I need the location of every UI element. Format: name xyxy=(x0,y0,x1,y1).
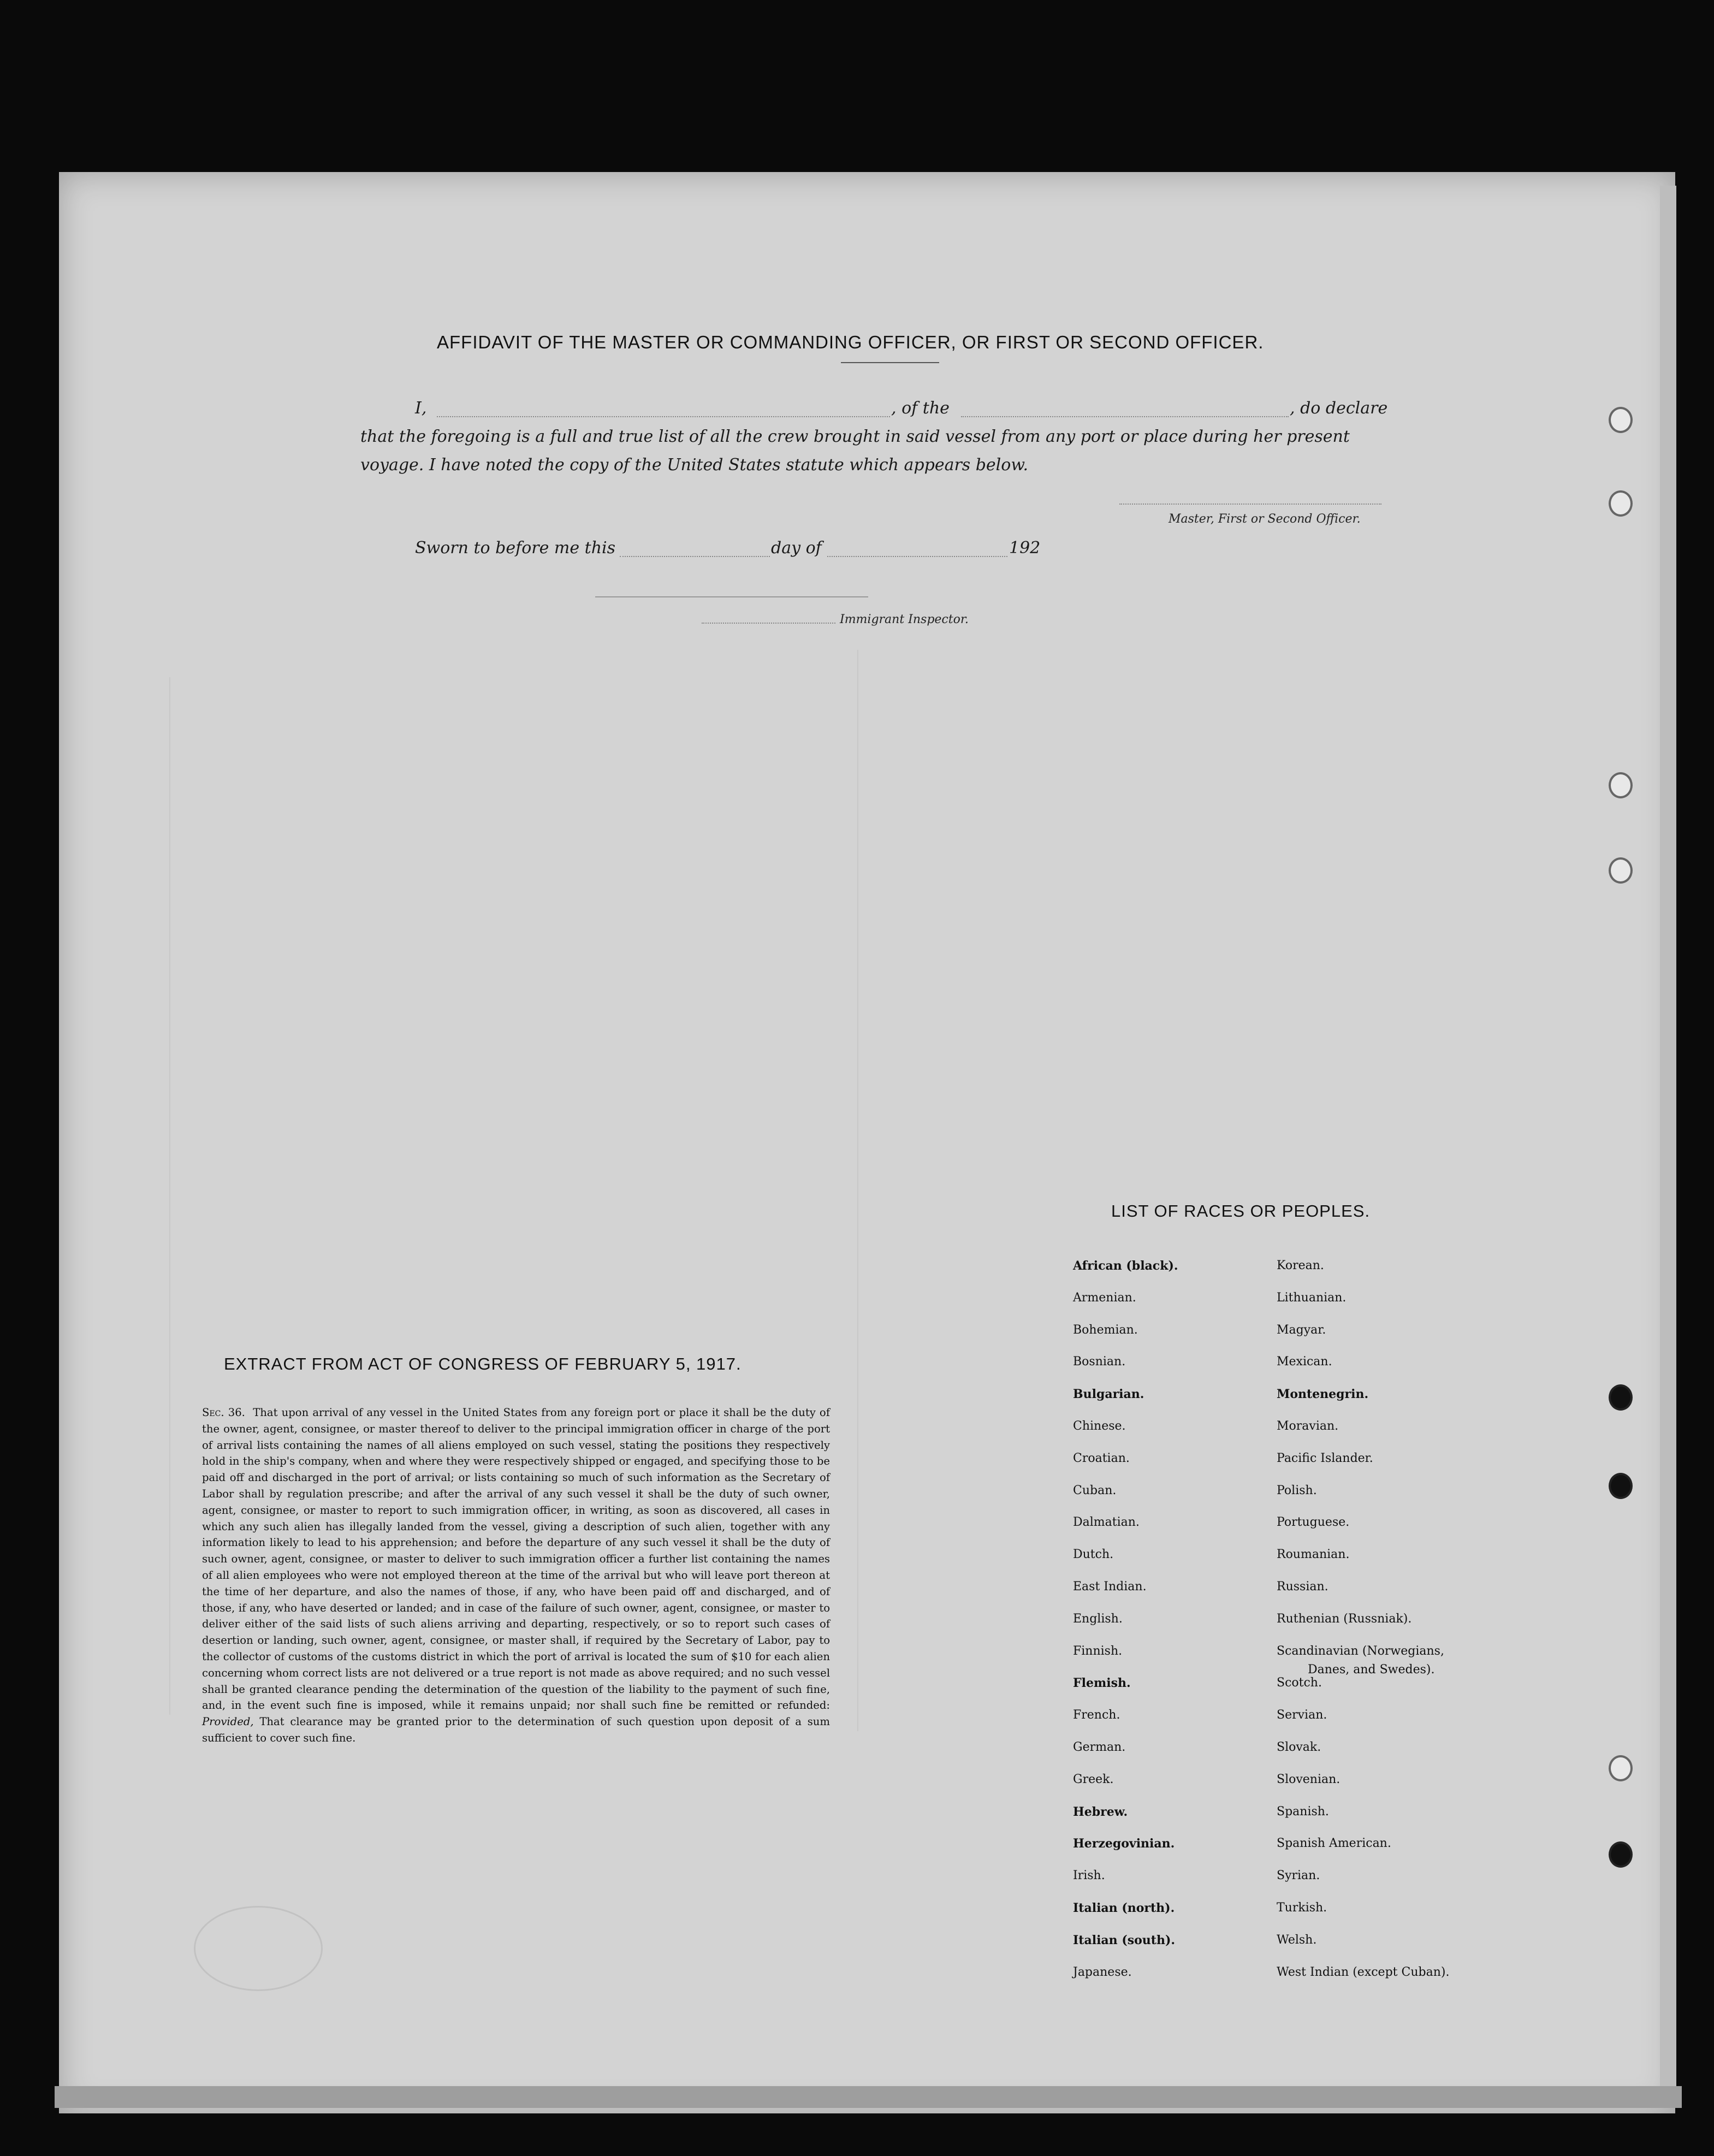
race-item: Italian (north). xyxy=(1073,1901,1175,1915)
race-item: Croatian. xyxy=(1073,1451,1130,1465)
race-item: Spanish American. xyxy=(1277,1837,1391,1851)
affidavit-do-declare: , do declare xyxy=(1290,399,1388,418)
race-item: English. xyxy=(1073,1612,1123,1626)
affidavit-title: AFFIDAVIT OF THE MASTER OR COMMANDING OFFICER, OR FIRST OR SECOND OFFICER. xyxy=(437,332,1264,352)
stamp-seal xyxy=(194,1906,323,1991)
race-item: Herzegovinian. xyxy=(1073,1837,1175,1851)
races-title: LIST OF RACES OR PEOPLES. xyxy=(1111,1201,1371,1221)
affidavit-line-2: that the foregoing is a full and true list of all the crew brought in said vessel from any port or place during her present xyxy=(360,427,1350,446)
race-item: Slovak. xyxy=(1277,1740,1321,1754)
race-item: Welsh. xyxy=(1277,1933,1317,1947)
race-item: Roumanian. xyxy=(1277,1548,1350,1562)
race-item: Flemish. xyxy=(1073,1676,1131,1691)
race-item: Korean. xyxy=(1277,1259,1324,1272)
binder-hole-icon xyxy=(1609,490,1633,517)
race-item: Italian (south). xyxy=(1073,1933,1176,1947)
faint-column-rule xyxy=(169,677,170,1715)
race-item: Bosnian. xyxy=(1073,1355,1126,1369)
race-item: Montenegrin. xyxy=(1277,1387,1369,1402)
race-item: Turkish. xyxy=(1277,1901,1327,1915)
race-item: Russian. xyxy=(1277,1580,1329,1594)
year-text: 192 xyxy=(1009,538,1041,558)
race-item: Irish. xyxy=(1073,1869,1105,1883)
race-item: Moravian. xyxy=(1277,1419,1339,1433)
race-item: West Indian (except Cuban). xyxy=(1277,1965,1450,1979)
race-item: Dutch. xyxy=(1073,1548,1114,1562)
race-item: Scotch. xyxy=(1277,1676,1322,1690)
race-item: Lithuanian. xyxy=(1277,1290,1347,1305)
binder-hole-icon xyxy=(1609,1473,1633,1499)
name-blank[interactable] xyxy=(437,416,890,417)
race-item: Japanese. xyxy=(1073,1965,1132,1979)
page-bottom-edge xyxy=(55,2086,1682,2108)
race-item: Armenian. xyxy=(1073,1290,1136,1305)
section-label: Sec. 36. xyxy=(202,1406,245,1419)
master-signature-blank[interactable] xyxy=(1119,504,1381,505)
faint-column-rule xyxy=(857,650,858,1731)
race-item: African (black). xyxy=(1073,1259,1178,1273)
race-item: Polish. xyxy=(1277,1483,1317,1497)
sworn-day-blank[interactable] xyxy=(620,556,770,557)
race-item: Magyar. xyxy=(1277,1323,1326,1337)
sworn-month-blank[interactable] xyxy=(827,556,1007,557)
affidavit-line-3: voyage. I have noted the copy of the United States statute which appears below. xyxy=(360,455,1028,475)
race-item: Ruthenian (Russniak). xyxy=(1277,1612,1412,1626)
sworn-text: Sworn to before me this xyxy=(415,538,616,558)
master-signature-label: Master, First or Second Officer. xyxy=(1169,512,1361,526)
race-item: Cuban. xyxy=(1073,1483,1117,1497)
race-item: Bohemian. xyxy=(1073,1323,1138,1337)
binder-hole-icon xyxy=(1609,407,1633,433)
affidavit-line-i: I, xyxy=(415,399,427,418)
page-edge xyxy=(1660,186,1676,2108)
race-item: Servian. xyxy=(1277,1708,1327,1722)
race-item: Finnish. xyxy=(1073,1644,1123,1658)
race-item: Greek. xyxy=(1073,1772,1114,1786)
inspector-label: Immigrant Inspector. xyxy=(840,613,969,626)
race-scandinavian-continued: Danes, and Swedes). xyxy=(1308,1663,1435,1677)
race-item: German. xyxy=(1073,1740,1126,1754)
seal-rule xyxy=(595,596,868,597)
race-item: Mexican. xyxy=(1277,1355,1332,1369)
race-item: Syrian. xyxy=(1277,1869,1320,1883)
race-item: Slovenian. xyxy=(1277,1772,1341,1786)
extract-text-a: That upon arrival of any vessel in the United States from any foreign port or place it shall be the duty of the owner, agent, consignee, or master thereof to deliver to the principal immigration officer in charge of the port of arrival lists containing the names of all aliens employed on such vessel, stating the positions they respectively hold in the ship's company, when and where they were respectively shipped or engaged, and specifying those to be paid off and discharged in the port of arrival; or lists containing so much of such information as the Secretary of Labor shall by regulation prescribe; and after the arrival of any such vessel it shall be the duty of such owner, agent, consignee, or master to report to such immigration officer, in writing, as soon as discovered, all cases in which any such alien has illegally landed from the vessel, giving a description of such alien, together with any information likely to lead to his apprehension; and before the departure of any such vessel it shall be the duty of such owner, agent, consignee, or master to deliver to such immigration officer a further list containing the names of all alien employees who were not employed thereon at the time of the arrival but who will leave port thereon at the time of her departure, and also the names of those, if any, who have been paid off and discharged, and of those, if any, who have deserted or landed; and in case of the failure of such owner, agent, consignee, or master to deliver either of the said lists of such aliens arriving and departing, respectively, or so to report such cases of desertion or landing, such owner, agent, consignee, or master shall, if required by the Secretary of Labor, pay to the collector of customs of the customs district in which the port of arrival is located the sum of $10 for each alien concerning whom correct lists are not delivered or a true report is not made as above required; and no such vessel shall be granted clearance pending the determination of the question of the liability to the payment of such fine, and, in the event such fine is imposed, while it remains unpaid; nor shall such fine be remitted or refunded: xyxy=(202,1406,830,1712)
race-item: Dalmatian. xyxy=(1073,1515,1140,1530)
binder-hole-icon xyxy=(1609,772,1633,798)
race-item: Spanish. xyxy=(1277,1804,1329,1819)
race-item: Portuguese. xyxy=(1277,1515,1350,1530)
affidavit-of-the: , of the xyxy=(891,399,950,418)
binder-hole-icon xyxy=(1609,857,1633,884)
race-item: Hebrew. xyxy=(1073,1804,1128,1819)
extract-title: EXTRACT FROM ACT OF CONGRESS OF FEBRUARY 5, 1917. xyxy=(224,1354,742,1373)
race-item: Pacific Islander. xyxy=(1277,1451,1373,1465)
race-item: Chinese. xyxy=(1073,1419,1126,1433)
race-item: French. xyxy=(1073,1708,1120,1722)
provided-word: Provided, xyxy=(202,1715,254,1728)
inspector-signature-blank[interactable] xyxy=(702,623,835,624)
binder-hole-icon xyxy=(1609,1841,1633,1868)
binder-hole-icon xyxy=(1609,1755,1633,1781)
race-item: Scandinavian (Norwegians, xyxy=(1277,1644,1444,1658)
race-item: East Indian. xyxy=(1073,1580,1147,1594)
extract-paragraph xyxy=(202,1405,830,1746)
extract-text-b: That clearance may be granted prior to the determination of such question upon deposit of a sum sufficient to cover such fine. xyxy=(202,1715,830,1744)
title-rule xyxy=(841,362,939,363)
vessel-blank[interactable] xyxy=(961,416,1289,417)
day-of-text: day of xyxy=(771,538,822,558)
binder-hole-icon xyxy=(1609,1384,1633,1411)
race-item: Bulgarian. xyxy=(1073,1387,1144,1402)
